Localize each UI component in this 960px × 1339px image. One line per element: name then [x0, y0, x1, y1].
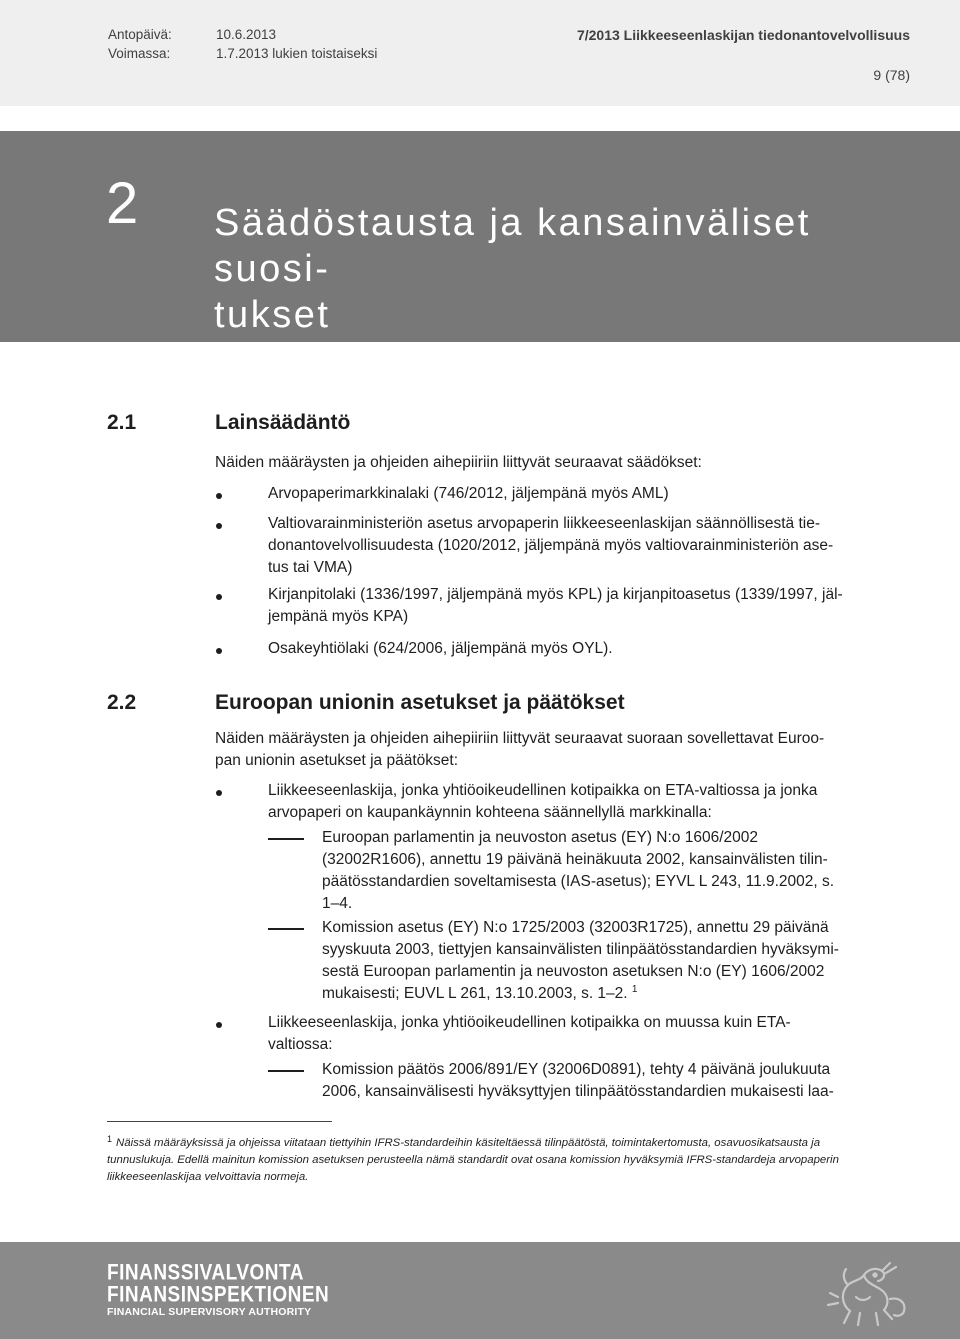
brand-name-sv: FINANSINSPEKTIONEN — [107, 1283, 330, 1308]
intro-line: pan unionin asetukset ja päätökset: — [215, 752, 459, 769]
sub-list-item — [322, 1059, 912, 1103]
list-item-line: arvopaperi on kaupankäynnin kohteena säännellyllä markkinalla: — [268, 804, 712, 821]
valid-value: 1.7.2013 lukien toistaiseksi — [216, 46, 378, 61]
bullet-icon — [216, 523, 222, 529]
dash-icon — [268, 928, 304, 930]
chapter-title — [214, 200, 914, 338]
footnote-line: tunnuslukuja. Edellä mainitun komission asetuksen perusteella nämä standardit ovat osana komission hyväksymiä IFRS-standardeja arvopaperin — [107, 1154, 839, 1166]
list-item-line: Osakeyhtiölaki (624/2006, jäljempänä myös OYL). — [268, 640, 613, 657]
section-title-2-2: Euroopan unionin asetukset ja päätökset — [215, 691, 625, 714]
list-item — [268, 483, 913, 505]
sub-list-item — [322, 917, 912, 1005]
list-item-line: Valtiovarainministeriön asetus arvopaperin liikkeeseenlaskijan säännöllisestä tie- — [268, 515, 820, 532]
bullet-icon — [216, 648, 222, 654]
list-item-line: Kirjanpitolaki (1336/1997, jäljempänä myös KPL) ja kirjanpitoasetus (1339/1997, jäl- — [268, 586, 843, 603]
sub-list-line: Komission päätös 2006/891/EY (32006D0891), tehty 4 päivänä joulukuuta — [322, 1061, 831, 1078]
dash-icon — [268, 838, 304, 840]
bullet-icon — [216, 493, 222, 499]
footnote-divider — [107, 1121, 332, 1122]
sub-list-line: Euroopan parlamentin ja neuvoston asetus (EY) N:o 1606/2002 — [322, 829, 759, 846]
valid-label: Voimassa: — [108, 46, 171, 61]
chapter-title-line-2: tukset — [214, 294, 331, 336]
brand-name-fi: FINANSSIVALVONTA — [107, 1261, 304, 1286]
list-item-line: jempänä myös KPA) — [268, 608, 409, 625]
bullet-icon — [216, 1022, 222, 1028]
list-item — [268, 1012, 913, 1056]
section-2-2-intro — [215, 728, 915, 772]
footnote-ref: 1 — [631, 983, 638, 995]
section-2-1-intro: Näiden määräysten ja ohjeiden aihepiiriin liittyvät seuraavat säädökset: — [215, 454, 702, 471]
footnote-line: liikkeeseenlaskijaa velvoittavia normeja. — [107, 1171, 309, 1183]
list-item-line: Liikkeeseenlaskija, jonka yhtiöoikeudellinen kotipaikka on muussa kuin ETA- — [268, 1014, 791, 1031]
chapter-title-line-1: Säädöstausta ja kansainväliset suosi- — [214, 202, 811, 290]
sub-list-line: Komission asetus (EY) N:o 1725/2003 (32003R1725), annettu 29 päivänä — [322, 919, 829, 936]
footnote-marker: 1 — [107, 1134, 113, 1144]
published-value: 10.6.2013 — [216, 27, 277, 42]
document-title: 7/2013 Liikkeeseenlaskijan tiedonantovelvollisuus — [576, 27, 910, 43]
section-title-2-1: Lainsäädäntö — [215, 411, 351, 434]
sub-list-line: päätösstandardien soveltamisesta (IAS-asetus); EYVL L 243, 11.9.2002, s. — [322, 873, 835, 890]
sub-list-line: 2006, kansainvälisesti hyväksyttyjen tilinpäätösstandardien mukaisesti laa- — [322, 1083, 834, 1100]
page-number: 9 (78) — [873, 67, 910, 83]
list-item — [268, 638, 913, 660]
list-item-line: Arvopaperimarkkinalaki (746/2012, jäljempänä myös AML) — [268, 485, 669, 502]
bullet-icon — [216, 790, 222, 796]
sub-list-line: syyskuuta 2003, tiettyjen kansainvälisten tilinpäätösstandardien hyväksymi- — [322, 941, 839, 958]
published-label: Antopäivä: — [108, 27, 172, 42]
sub-list-line: sestä Euroopan parlamentin ja neuvoston asetuksen N:o (EY) 1606/2002 — [322, 963, 825, 980]
list-item-line: Liikkeeseenlaskija, jonka yhtiöoikeudellinen kotipaikka on ETA-valtiossa ja jonka — [268, 782, 818, 799]
list-item-line: tus tai VMA) — [268, 559, 353, 576]
sub-list-line: 1–4. — [322, 895, 353, 912]
dash-icon — [268, 1070, 304, 1072]
finland-lion-emblem-icon — [820, 1253, 915, 1333]
bullet-icon — [216, 594, 222, 600]
list-item-line: valtiossa: — [268, 1036, 333, 1053]
section-number-2-1: 2.1 — [107, 411, 137, 434]
footnote-line: Näissä määräyksissä ja ohjeissa viitataan tiettyihin IFRS-standardeihin käsiteltäessä tilinpäätöstä, toimintakertomusta, osavuosikatsausta ja — [116, 1137, 821, 1149]
list-item — [268, 584, 913, 628]
sub-list-line: (32002R1606), annettu 19 päivänä heinäkuuta 2002, kansainvälisten tilin- — [322, 851, 828, 868]
intro-line: Näiden määräysten ja ohjeiden aihepiiriin liittyvät seuraavat suoraan sovellettavat Euroo- — [215, 730, 825, 747]
brand-name-en: FINANCIAL SUPERVISORY AUTHORITY — [107, 1306, 312, 1318]
list-item — [268, 780, 913, 824]
section-number-2-2: 2.2 — [107, 691, 137, 714]
footnote — [107, 1131, 907, 1186]
sub-list-line: mukaisesti; EUVL L 261, 13.10.2003, s. 1–2. — [322, 985, 628, 1002]
list-item — [268, 513, 913, 579]
chapter-number: 2 — [106, 171, 139, 236]
list-item-line: donantovelvollisuudesta (1020/2012, jäljempänä myös valtiovarainministeriön ase- — [268, 537, 834, 554]
sub-list-item — [322, 827, 912, 915]
